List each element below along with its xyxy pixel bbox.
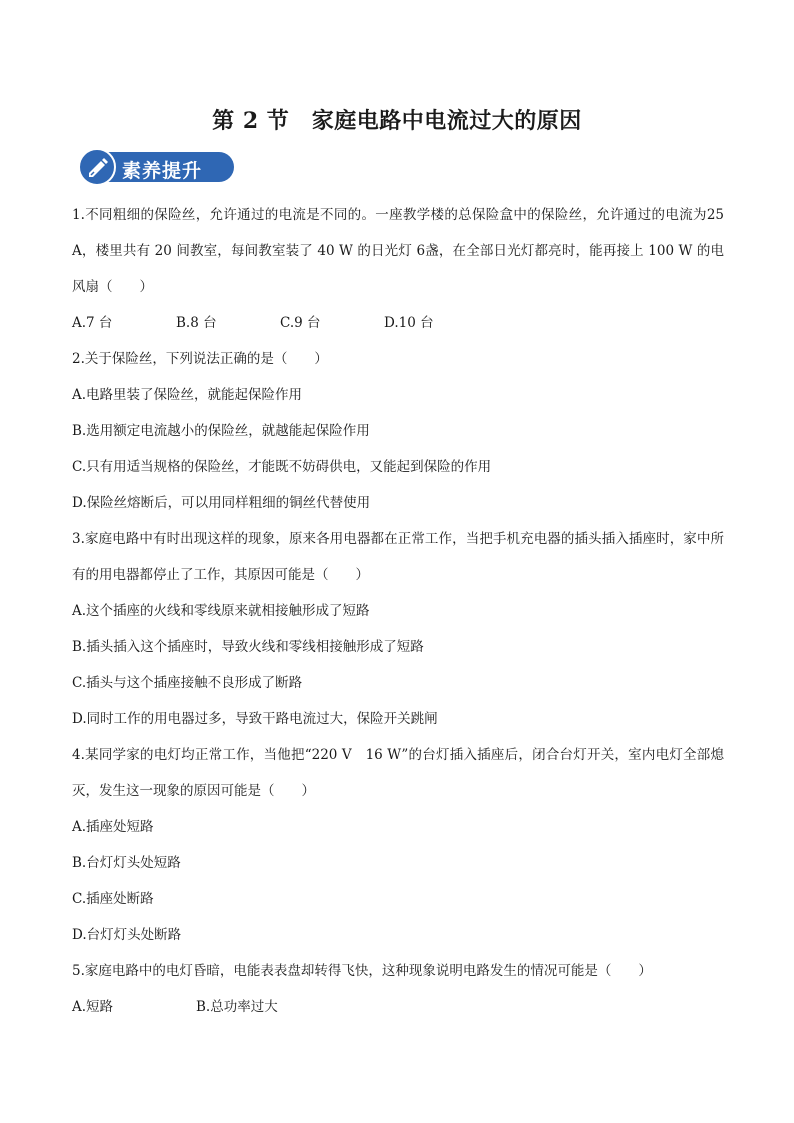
option-d[interactable]: D.10 台 bbox=[384, 315, 434, 331]
question-3-stem: 3.家庭电路中有时出现这样的现象，原来各用电器都在正常工作，当把手机充电器的插头插入插座时，家中所有的用电器都停止了工作，其原因可能是（ ） bbox=[72, 531, 724, 583]
question-3-option-a[interactable]: A.这个插座的火线和零线原来就相接触形成了短路 bbox=[72, 603, 370, 619]
question-5-options bbox=[72, 989, 724, 1025]
option-b[interactable]: B.8 台 bbox=[176, 315, 217, 331]
question-4-option-c[interactable]: C.插座处断路 bbox=[72, 891, 154, 907]
question-2-stem: 2.关于保险丝，下列说法正确的是（ ） bbox=[72, 351, 328, 367]
question-4-stem: 4.某同学家的电灯均正常工作，当他把“220 V 16 W”的台灯插入插座后，闭合台灯开关，室内电灯全部熄灭，发生这一现象的原因可能是（ ） bbox=[72, 747, 724, 799]
option-a[interactable]: A.7 台 bbox=[72, 315, 113, 331]
question-2-option-a[interactable]: A.电路里装了保险丝，就能起保险作用 bbox=[72, 387, 303, 403]
badge-label: 素养提升 bbox=[122, 160, 203, 182]
question-1-options bbox=[72, 305, 724, 341]
question-5-stem: 5.家庭电路中的电灯昏暗，电能表表盘却转得飞快，这种现象说明电路发生的情况可能是（ ） bbox=[72, 963, 652, 979]
page-title: 第 2 节 家庭电路中电流过大的原因 bbox=[212, 108, 582, 134]
question-2-option-c[interactable]: C.只有用适当规格的保险丝，才能既不妨碍供电，又能起到保险的作用 bbox=[72, 459, 492, 475]
question-3-option-c[interactable]: C.插头与这个插座接触不良形成了断路 bbox=[72, 675, 303, 691]
question-2-option-d[interactable]: D.保险丝熔断后，可以用同样粗细的铜丝代替使用 bbox=[72, 495, 371, 511]
pencil-book-icon bbox=[78, 148, 116, 186]
question-4-option-b[interactable]: B.台灯灯头处短路 bbox=[72, 855, 181, 871]
question-list bbox=[72, 197, 724, 1025]
question-4-option-a[interactable]: A.插座处短路 bbox=[72, 819, 154, 835]
question-4-option-d[interactable]: D.台灯灯头处断路 bbox=[72, 927, 182, 943]
section-badge bbox=[78, 148, 234, 186]
question-3-option-d[interactable]: D.同时工作的用电器过多，导致干路电流过大，保险开关跳闸 bbox=[72, 711, 438, 727]
option-b[interactable]: B.总功率过大 bbox=[196, 999, 278, 1015]
question-2-option-b[interactable]: B.选用额定电流越小的保险丝，就越能起保险作用 bbox=[72, 423, 370, 439]
question-3-option-b[interactable]: B.插头插入这个插座时，导致火线和零线相接触形成了短路 bbox=[72, 639, 424, 655]
option-c[interactable]: C.9 台 bbox=[280, 315, 321, 331]
question-1-stem: 1.不同粗细的保险丝，允许通过的电流是不同的。一座教学楼的总保险盒中的保险丝，允许通过的电流为25 A，楼里共有 20 间教室，每间教室装了 40 W 的日光灯 6盏，在全部日光灯都亮时，能再接上 100 W 的电风扇（ ） bbox=[72, 207, 724, 295]
option-a[interactable]: A.短路 bbox=[72, 999, 114, 1015]
